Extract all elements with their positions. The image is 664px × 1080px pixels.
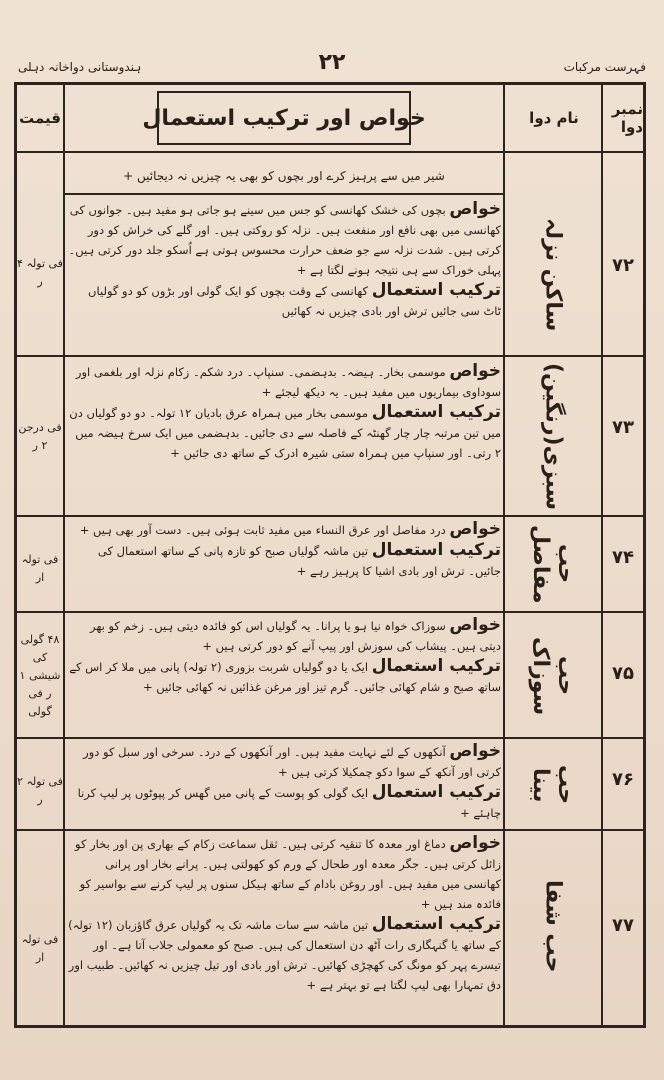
khawas-text: بچوں کی خشک کھانسی کو جس میں سینے ہو جاتی ہو مفید ہیں۔ جوانوں کی کھانسی میں بھی نافع اور منفعت ہیں۔ نزلہ کو روکتی ہیں۔ اور گلے کی خراش کو دور کرتی ہیں۔ شدت نزلہ سے جو ضعف حرارت محسوس ہوتی ہے اُسکو جلد دور کرتی ہیں۔ پہلی خوراک سے ہی نتیجہ ہونے لگتا ہے + xyxy=(68,203,501,277)
table-row xyxy=(17,195,643,355)
intro-line: شیر میں سے پرہیز کرے اور بچوں کو بھی یہ چیزیں نہ دیجائیں + xyxy=(123,169,445,183)
tarkeeb-label: ترکیب استعمال xyxy=(371,402,501,422)
running-head xyxy=(14,50,650,80)
khawas-label: خواص xyxy=(449,519,501,539)
medicine-number: ۷۷ xyxy=(612,915,634,936)
tarkeeb-label: ترکیب استعمال xyxy=(371,540,501,560)
tarkeeb-label: ترکیب استعمال xyxy=(371,656,501,676)
medicine-number: ۷۳ xyxy=(612,417,634,438)
section-title: فہرست مرکبات xyxy=(563,60,646,74)
medicine-table xyxy=(14,82,646,1028)
medicine-description xyxy=(67,741,501,823)
medicine-number: ۷۲ xyxy=(612,255,634,276)
medicine-price: ۴۸ گولی کی شیشی ۱ ر فی گولی xyxy=(19,633,61,718)
medicine-name: حب مفاصل xyxy=(528,524,578,604)
khawas-label: خواص xyxy=(449,361,501,381)
tarkeeb-text: موسمی بخار میں ہمراہ عرق بادیان ۱۲ تولہ۔ دو دو گولیاں دن میں تین مرتبہ چار چار گھنٹہ کے فاصلہ سے دی جائیں۔ بدہضمی میں ایک سرخ ہیضہ میں ۲ رتی۔ اور سنپاپ میں ہمراہ ستی شیرہ ادرک کے ساتھ دی جائیں + xyxy=(69,406,501,460)
table-row xyxy=(17,739,643,829)
header-price: قیمت xyxy=(19,109,61,127)
khawas-label: خواص xyxy=(449,615,501,635)
medicine-price: فی تولہ ار xyxy=(21,933,59,964)
medicine-name: سبزی(رنگین) xyxy=(540,363,566,511)
page-number: ۲۲ xyxy=(318,50,346,75)
khawas-text: موسمی بخار۔ ہیضہ۔ بدہضمی۔ سنپاپ۔ درد شکم۔ زکام نزلہ اور بلغمی اور سوداوی بیماریوں میں مفید ہیں۔ یہ دیکھ لیجئے + xyxy=(75,365,501,399)
medicine-price: فی تولہ ۴ ر xyxy=(17,257,63,288)
medicine-number: ۷۵ xyxy=(612,663,634,684)
table-row xyxy=(17,357,643,515)
medicine-description xyxy=(67,615,501,697)
header-name: نام دوا xyxy=(529,109,579,127)
tarkeeb-label: ترکیب استعمال xyxy=(371,782,501,802)
medicine-number: ۷۶ xyxy=(612,769,634,790)
medicine-description xyxy=(67,361,501,463)
table-row xyxy=(17,613,643,737)
khawas-text: دماغ اور معدہ کا تنقیہ کرتی ہیں۔ ثقل سماعت زکام کے بھاری پن اور بخار کو زائل کرتی ہیں۔ جگر معدہ اور طحال کے ورم کو کھولتی ہیں۔ پرانے بخار اور پرانی کھانسی میں مفید ہیں۔ اور روغن بادام کے ساتھ ہیکل سنوں پر لیپ کرنے سے بواسیر کو فائدہ مند ہیں + xyxy=(75,837,501,911)
medicine-description xyxy=(67,199,501,321)
header-title: خواص اور ترکیب استعمال xyxy=(142,105,426,131)
medicine-price: فی درجن ۲ ر xyxy=(18,421,62,452)
tarkeeb-text: ایک یا دو گولیاں شربت بزوری (۲ تولہ) پانی میں ملا کر اس کے ساتھ صبح و شام کھائی جائیں۔ گرم تیز اور مرغن غذائیں نہ کھائی جائیں + xyxy=(69,660,501,694)
medicine-description xyxy=(67,833,501,995)
header-divider xyxy=(17,151,643,153)
publisher-name: ہندوستانی دواخانہ دہلی xyxy=(18,60,142,74)
tarkeeb-text: تین ماشہ گولیاں صبح کو تازہ پانی کے ساتھ استعمال کی جائیں۔ ترش اور بادی اشیا کا پرہیز رہے + xyxy=(97,544,501,578)
khawas-label: خواص xyxy=(449,833,501,853)
khawas-label: خواص xyxy=(449,199,501,219)
khawas-text: سوزاک خواہ نیا ہو یا پرانا۔ یہ گولیاں اس کو فائدہ دیتی ہیں۔ زخم کو بھر دیتی ہیں۔ پیشاب کی سوزش اور پیپ آنے کو دور کرتی ہیں + xyxy=(89,619,501,653)
khawas-label: خواص xyxy=(449,741,501,761)
medicine-name: حب سوزاک xyxy=(528,636,578,716)
tarkeeb-text: ایک گولی کو پوست کے پانی میں گھس کر پپوٹوں پر لیپ کرنا چاہئے + xyxy=(77,786,501,820)
khawas-text: درد مفاصل اور عرق النساء میں مفید ثابت ہوئی ہیں۔ دست آور بھی ہیں + xyxy=(79,523,446,537)
medicine-price: فی تولہ ار xyxy=(21,553,59,584)
medicine-price: فی تولہ ۲ ر xyxy=(17,775,63,806)
table-row xyxy=(17,517,643,611)
tarkeeb-text: تین ماشہ سے سات ماشہ تک یہ گولیاں عرق گاؤزبان (۱۲ تولہ) کے ساتھ یا گنہگاری رات آٹھ دن استعمال کی ہیں۔ صبح کو معمولی جلاب آتا ہے۔ اور تیسرے پہر کو مونگ کی کھچڑی کھائیں۔ ترش اور بادی اور تیل چیزیں نہ کھائیں۔ طبیب اور دق تمہارا بھی لیپ لگتا ہے تو بہتر ہے + xyxy=(68,918,501,992)
medicine-name: حب شفا xyxy=(540,879,566,973)
medicine-name: حب بینا xyxy=(528,765,578,805)
tarkeeb-label: ترکیب استعمال xyxy=(371,914,501,934)
header-number: نمبر دوا xyxy=(611,100,643,136)
medicine-number: ۷۴ xyxy=(612,547,634,568)
medicine-name: ساکن نزلہ xyxy=(540,218,566,332)
khawas-text: آنکھوں کے لئے نہایت مفید ہیں۔ اور آنکھوں کے درد۔ سرخی اور سبل کو دور کرتی اور آنکھ کے سوا دکو چمکیلا کرتی ہیں + xyxy=(83,745,501,779)
medicine-description xyxy=(67,519,501,581)
tarkeeb-text: کھانسی کے وقت بچوں کو ایک گولی اور بڑوں کو دو گولیاں ٹاٹ سی جائیں ترش اور بادی چیزیں نہ کھائیں xyxy=(88,284,501,318)
table-row xyxy=(17,831,643,1025)
tarkeeb-label: ترکیب استعمال xyxy=(371,280,501,300)
